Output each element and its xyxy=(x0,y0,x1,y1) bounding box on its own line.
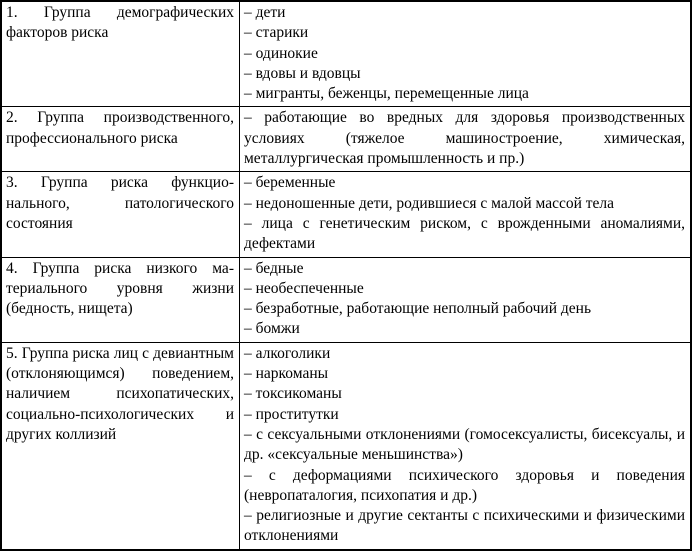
risk-items-cell xyxy=(240,107,692,172)
risk-item: – с сексуальными отклонениями (гомосексуалисты, бисексуалы, и др. «сексуальные меньшинства») xyxy=(244,425,685,464)
risk-item: – беременные xyxy=(244,174,336,192)
risk-group-cell: 5. Группа риска лиц с девиантным (отклоняющимся) поведением, наличием психопатических, социально-психологических и других коллизий xyxy=(1,342,240,549)
risk-item: – алкоголики xyxy=(244,344,331,362)
risk-item: – недоношенные дети, родившиеся с малой массой тела xyxy=(244,194,615,212)
risk-item: – религиозные и другие сектанты с психическими и физическими отклонениями xyxy=(244,507,685,545)
table-row xyxy=(1,257,691,342)
risk-items-cell xyxy=(240,342,692,549)
risk-item: – безработные, работающие неполный рабочий день xyxy=(244,300,592,318)
risk-item: – с деформациями психического здоровья и поведения (невропаталогия, психопатия и др.) xyxy=(244,466,685,504)
risk-item: – одинокие xyxy=(244,44,318,62)
table-row xyxy=(1,107,691,172)
risk-item: – работающие во вредных для здоровья производственных условиях (тяжелое машиностроение, химическая, металлургическая промышленность и пр.) xyxy=(244,109,685,168)
risk-item: – необеспеченные xyxy=(244,279,364,297)
risk-group-cell: 4. Группа риска низкого материального уровня жизни (бедность, нищета) xyxy=(1,257,240,342)
risk-item: – наркоманы xyxy=(244,365,329,383)
risk-item: – дети xyxy=(244,4,286,21)
risk-group-cell: 1. Группа демографических факторов риска xyxy=(1,1,240,107)
risk-item: – проститутки xyxy=(244,405,339,423)
risk-items-cell xyxy=(240,1,692,107)
risk-item: – старики xyxy=(244,24,309,42)
risk-items-cell xyxy=(240,257,692,342)
table-row xyxy=(1,1,691,107)
risk-item: – лица с генетическим риском, с врожденными аномалиями, дефектами xyxy=(244,214,685,253)
risk-items-cell xyxy=(240,172,692,257)
risk-item: – токсикоманы xyxy=(244,385,342,403)
table-row xyxy=(1,172,691,257)
risk-group-cell: 3. Группа риска функционального, патологического состояния xyxy=(1,172,240,257)
risk-item: – мигранты, беженцы, перемещенные лица xyxy=(244,85,529,103)
table-row xyxy=(1,342,691,549)
risk-item: – бедные xyxy=(244,259,304,277)
risk-item: – вдовы и вдовцы xyxy=(244,64,361,82)
risk-item: – бомжи xyxy=(244,320,300,338)
risk-group-cell: 2. Группа производственного, профессионального риска xyxy=(1,107,240,172)
